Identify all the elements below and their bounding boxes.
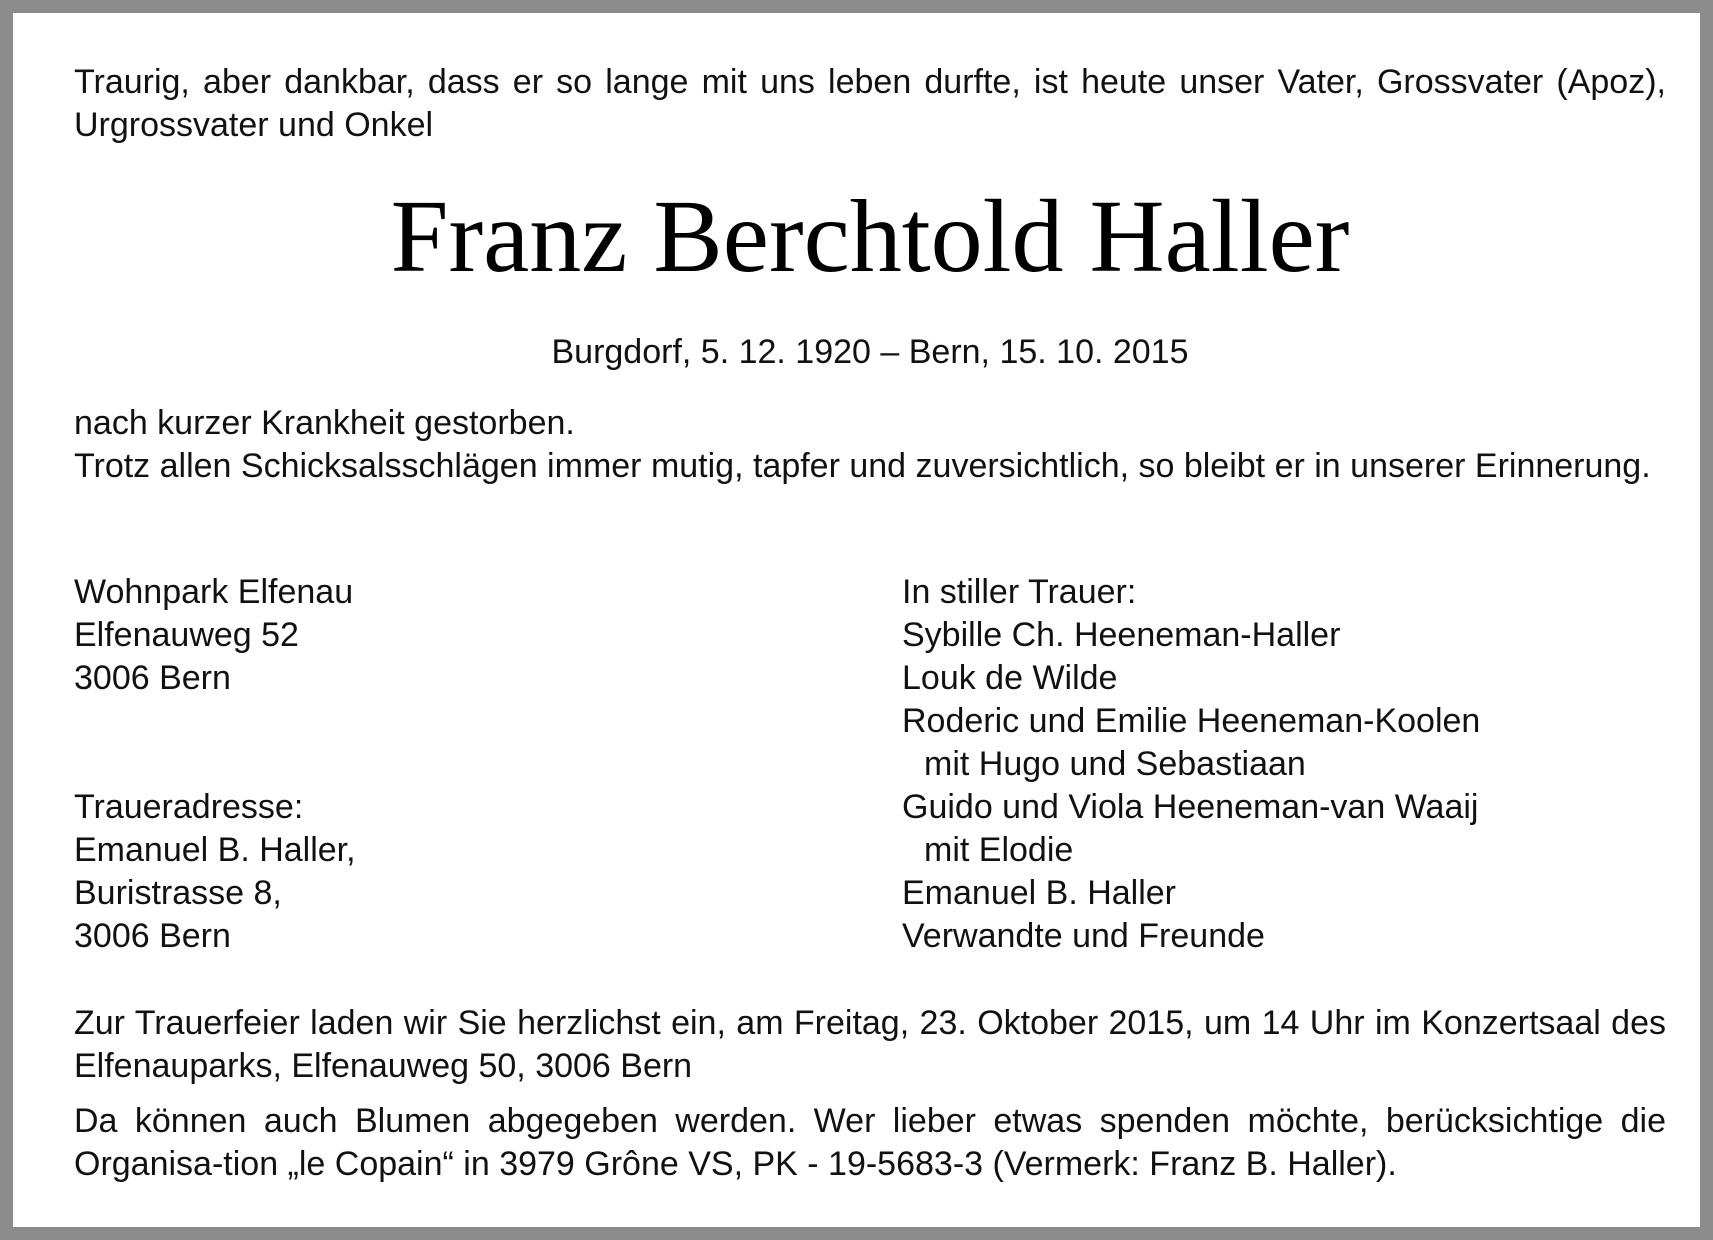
intro-text: Traurig, aber dankbar, dass er so lange mit uns leben durfte, ist heute unser Vater, Grossvater (Apoz), Urgrossvater und Onkel: [74, 63, 1666, 144]
residence-line: 3006 Bern: [74, 659, 231, 697]
death-text: [74, 402, 1666, 488]
column-gap: [74, 700, 854, 786]
mourning-address-line: 3006 Bern: [74, 917, 231, 955]
left-column: [74, 571, 854, 958]
death-line-2: Trotz allen Schicksalsschlägen immer mutig, tapfer und zuversichtlich, so bleibt er in unserer Erinnerung.: [74, 447, 1651, 485]
mourner-name: Louk de Wilde: [902, 659, 1118, 697]
notice-content: [74, 61, 1666, 1186]
residence-line: Wohnpark Elfenau: [74, 573, 354, 611]
mourner-name: Emanuel B. Haller: [902, 874, 1177, 912]
mourning-address-line: Emanuel B. Haller,: [74, 831, 356, 869]
mourner-children: mit Hugo und Sebastiaan: [924, 745, 1306, 783]
mourner-children: mit Elodie: [924, 831, 1074, 869]
death-line-1: nach kurzer Krankheit gestorben.: [74, 404, 575, 442]
mourners-heading: In stiller Trauer:: [902, 573, 1137, 611]
mourner-name: Sybille Ch. Heeneman-Haller: [902, 616, 1341, 654]
mourner-name: Roderic und Emilie Heeneman-Koolen: [902, 702, 1481, 740]
address-columns: [74, 571, 1666, 964]
mourner-name: Guido und Viola Heeneman-van Waaij: [902, 788, 1479, 826]
mourner-name: Verwandte und Freunde: [902, 917, 1265, 955]
residence-line: Elfenauweg 52: [74, 616, 299, 654]
deceased-name: Franz Berchtold Haller: [390, 179, 1350, 294]
mourning-address-label: Traueradresse:: [74, 788, 304, 826]
ceremony-text: Zur Trauerfeier laden wir Sie herzlichst ein, am Freitag, 23. Oktober 2015, um 14 Uhr im Konzertsaal des Elfenauparks, Elfenauweg 50, 3006 Bern: [74, 1004, 1666, 1085]
donation-text: Da können auch Blumen abgegeben werden. Wer lieber etwas spenden möchte, berücksichtige die Organisa-tion „le Copain“ in 3979 Grône VS, PK - 19-5683-3 (Vermerk: Franz B. Haller).: [74, 1102, 1666, 1183]
life-dates: Burgdorf, 5. 12. 1920 – Bern, 15. 10. 2015: [551, 333, 1189, 371]
mourning-address-line: Buristrasse 8,: [74, 874, 282, 912]
mourners-column: [902, 571, 1666, 958]
